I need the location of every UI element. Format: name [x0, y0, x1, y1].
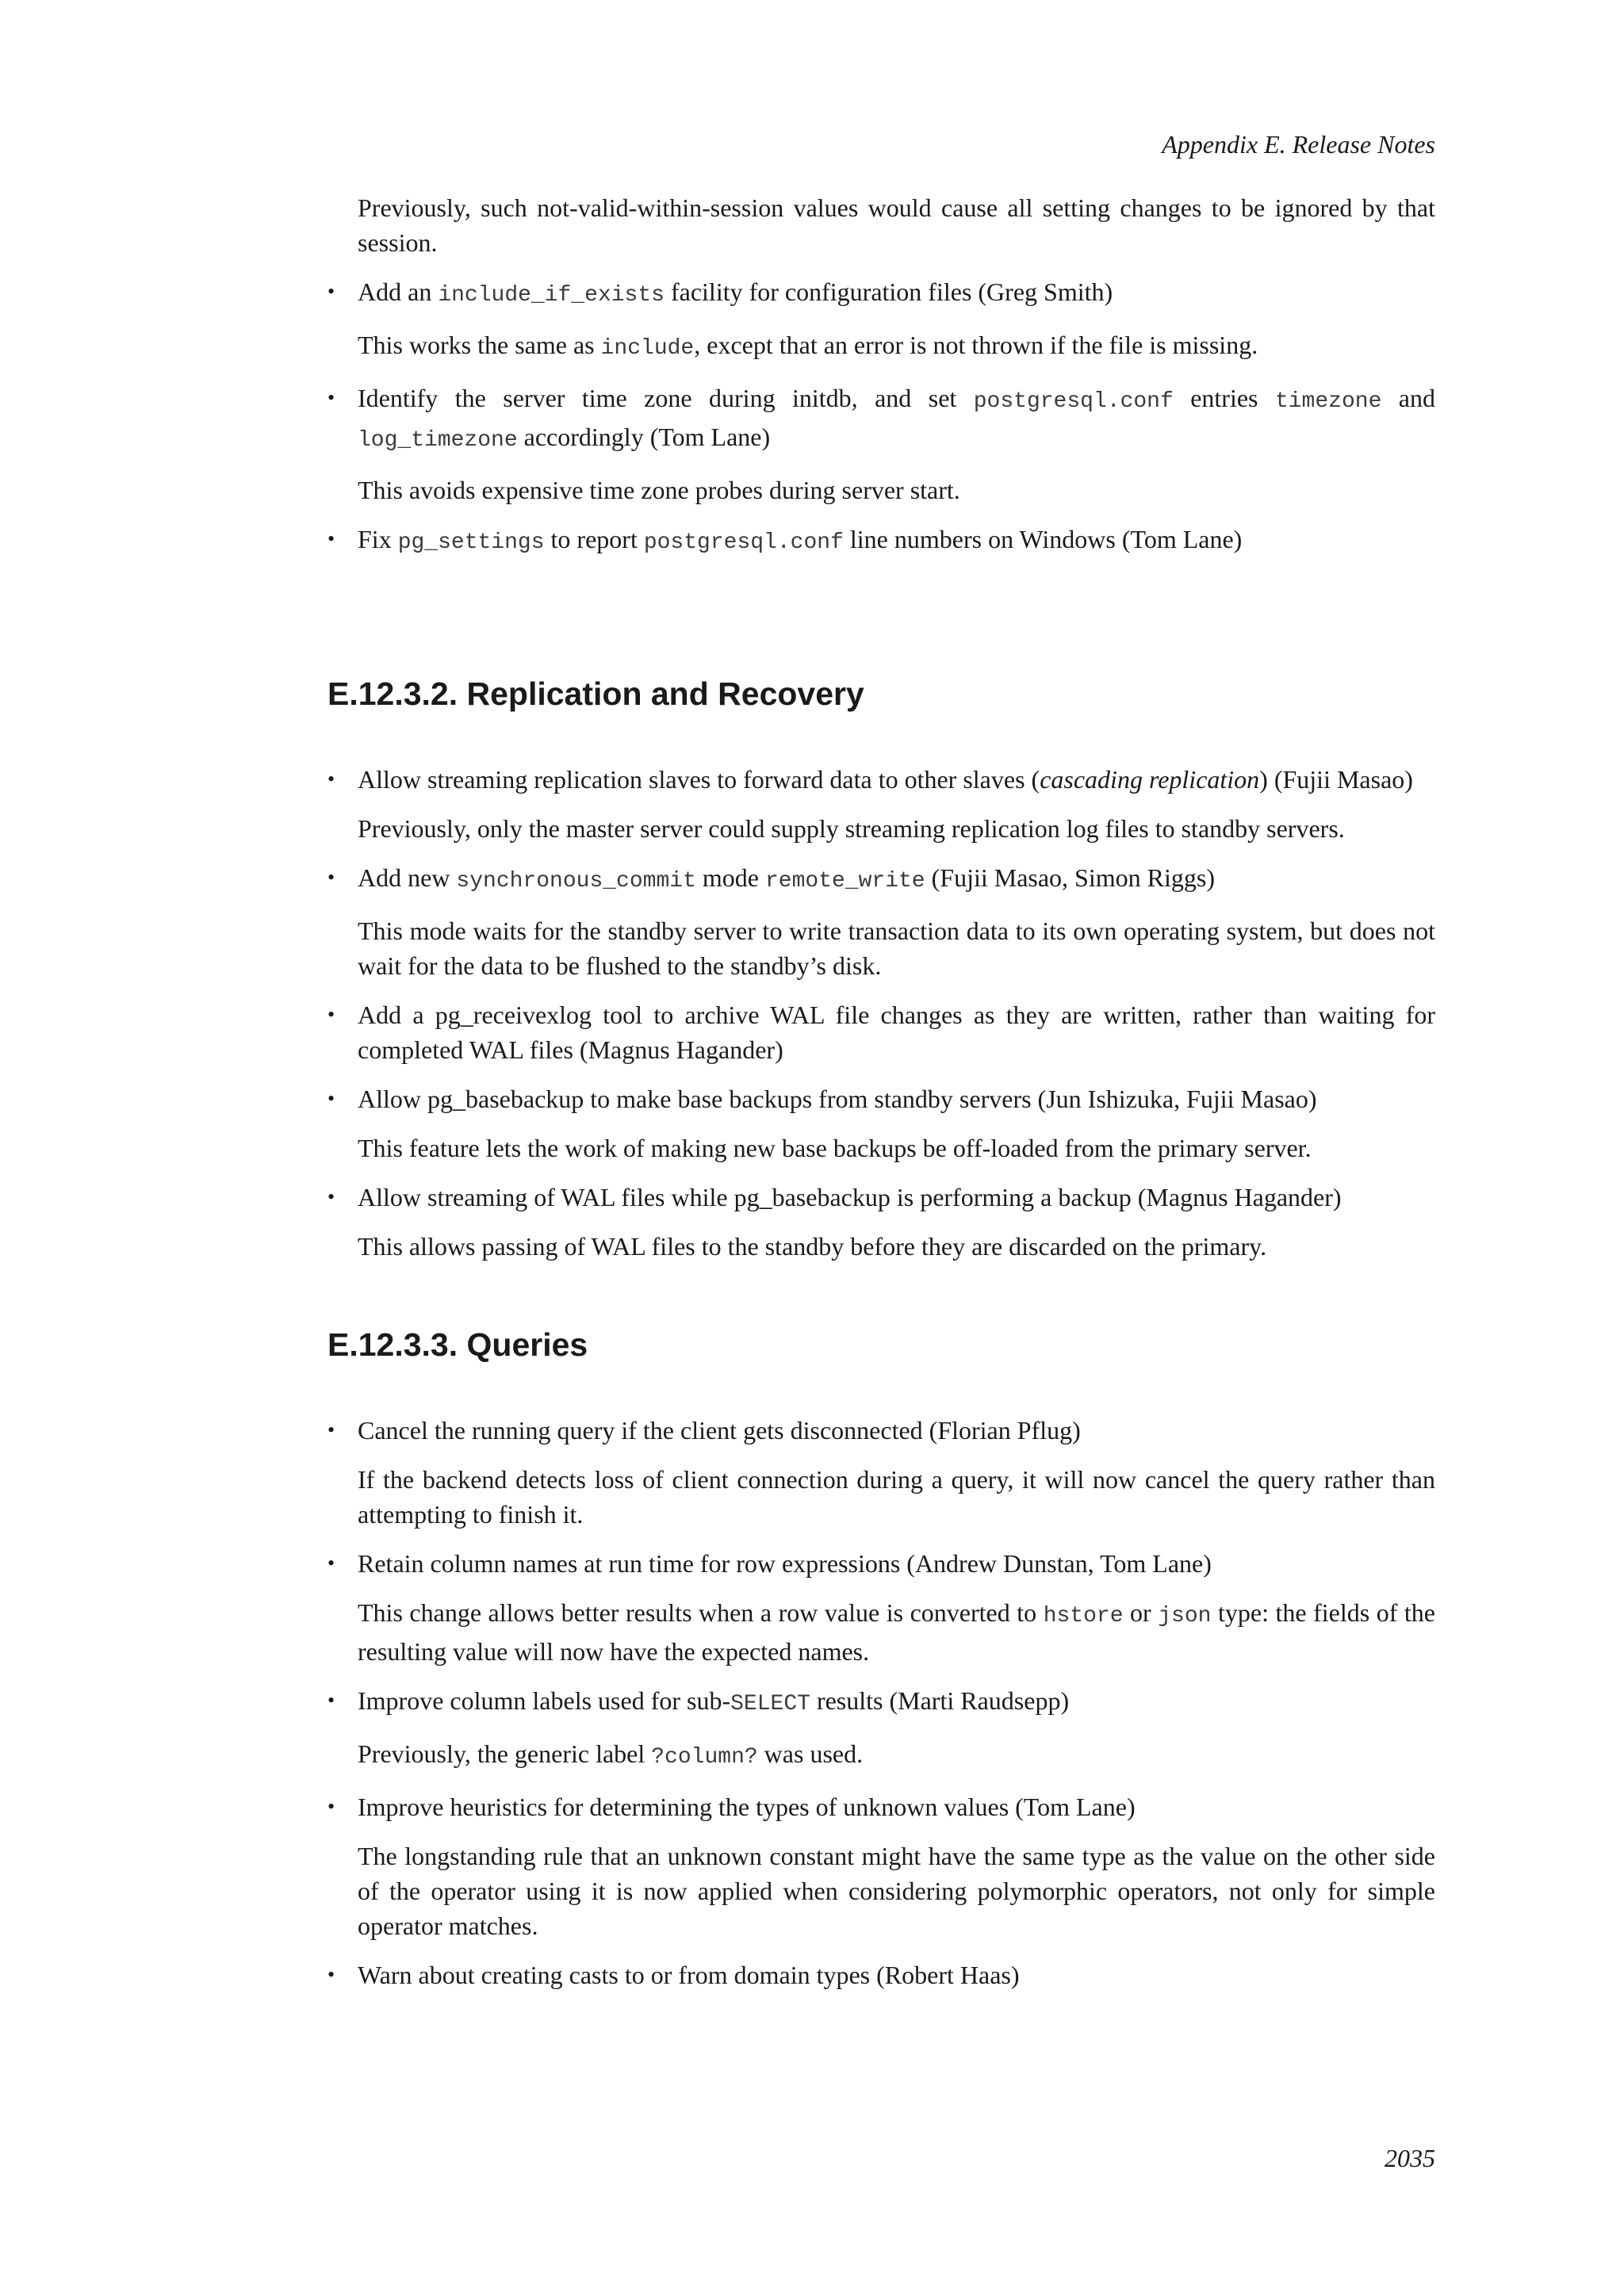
item-text: • Add a pg_receivexlog tool to archive WAL file changes as they are written, rather than waiting for completed WAL files (Magnus Hagander) [358, 1001, 1435, 1064]
section-heading-replication: E.12.3.2. Replication and Recovery [327, 675, 864, 712]
inline-code: ?column? [651, 1745, 758, 1770]
list-item [327, 860, 1435, 983]
item-text: • Fix pg_settings to report postgresql.conf line numbers on Windows (Tom Lane) [358, 525, 1243, 555]
list-item [327, 274, 1435, 366]
running-header: Appendix E. Release Notes [1162, 130, 1435, 159]
list-item [327, 1081, 1435, 1165]
inline-code: log_timezone [358, 428, 518, 453]
list-item [327, 1413, 1435, 1532]
item-detail: This change allows better results when a row value is converted to hstore or json type: the fields of the resulting value will now have the expected names. [358, 1598, 1436, 1666]
config-item-list [327, 274, 1435, 561]
item-text: • Add an include_if_exists facility for configuration files (Greg Smith) [358, 277, 1113, 308]
item-text: • Improve heuristics for determining the types of unknown values (Tom Lane) [358, 1793, 1136, 1821]
emphasis: cascading replication [1040, 765, 1260, 794]
item-text: • Improve column labels used for sub-SELECT results (Marti Raudsepp) [358, 1686, 1070, 1716]
inline-code: remote_write [764, 869, 925, 894]
config-lead-paragraph: Previously, such not-valid-within-session values would cause all setting changes to be ignored by that session. [358, 193, 1435, 257]
list-item [327, 381, 1435, 507]
item-text: • Allow streaming replication slaves to forward data to other slaves (cascading replication) (Fujii Masao) [358, 765, 1413, 794]
section-heading-queries: E.12.3.3. Queries [327, 1326, 588, 1363]
page-content [327, 190, 1435, 2007]
item-detail: Previously, only the master server could supply streaming replication log files to standby servers. [358, 814, 1345, 843]
list-item [327, 762, 1435, 846]
item-detail: This works the same as include, except that an error is not thrown if the file is missing. [358, 331, 1258, 361]
item-text: • Allow streaming of WAL files while pg_basebackup is performing a backup (Magnus Hagander) [358, 1183, 1342, 1211]
replication-item-list [327, 762, 1435, 1264]
item-text: • Identify the server time zone during initdb, and set postgresql.conf entries timezone and log_timezone accordingly (Tom Lane) [358, 384, 1436, 453]
item-text: • Allow pg_basebackup to make base backups from standby servers (Jun Ishizuka, Fujii Masao) [358, 1085, 1317, 1113]
list-item [327, 1180, 1435, 1264]
page-number: 2035 [1385, 2144, 1435, 2172]
item-detail: This mode waits for the standby server to write transaction data to its own operating system, but does not wait for the data to be flushed to the standby’s disk. [358, 916, 1435, 980]
list-item [327, 1789, 1435, 1943]
inline-code: synchronous_commit [456, 869, 696, 894]
inline-code: SELECT [730, 1692, 810, 1716]
inline-code: include [600, 336, 695, 361]
item-detail: The longstanding rule that an unknown constant might have the same type as the value on the other side of the operator using it is now applied when considering polymorphic operators, not only for simple operator matches. [358, 1842, 1435, 1940]
list-item [327, 997, 1435, 1067]
item-detail: This allows passing of WAL files to the standby before they are discarded on the primary. [358, 1232, 1267, 1261]
item-detail: This avoids expensive time zone probes during server start. [358, 476, 960, 504]
inline-code: pg_settings [397, 530, 545, 555]
inline-code: json [1158, 1604, 1212, 1628]
inline-code: postgresql.conf [643, 530, 844, 555]
list-item [327, 1683, 1435, 1775]
item-text: • Add new synchronous_commit mode remote_write (Fujii Masao, Simon Riggs) [358, 863, 1215, 894]
item-detail: If the backend detects loss of client connection during a query, it will now cancel the query rather than attempting to finish it. [358, 1465, 1435, 1529]
item-text: • Cancel the running query if the client gets disconnected (Florian Pflug) [358, 1416, 1081, 1445]
item-detail: This feature lets the work of making new base backups be off-loaded from the primary server. [358, 1134, 1312, 1162]
item-detail: Previously, the generic label ?column? was used. [358, 1739, 864, 1770]
list-item [327, 522, 1435, 561]
inline-code: include_if_exists [438, 283, 665, 308]
inline-code: postgresql.conf [973, 389, 1174, 414]
inline-code: hstore [1043, 1604, 1124, 1628]
list-item [327, 1546, 1435, 1669]
item-text: • Warn about creating casts to or from domain types (Robert Haas) [358, 1961, 1020, 1989]
list-item [327, 1957, 1435, 1992]
queries-item-list [327, 1413, 1435, 1992]
item-text: • Retain column names at run time for row expressions (Andrew Dunstan, Tom Lane) [358, 1549, 1212, 1578]
inline-code: timezone [1274, 389, 1382, 414]
